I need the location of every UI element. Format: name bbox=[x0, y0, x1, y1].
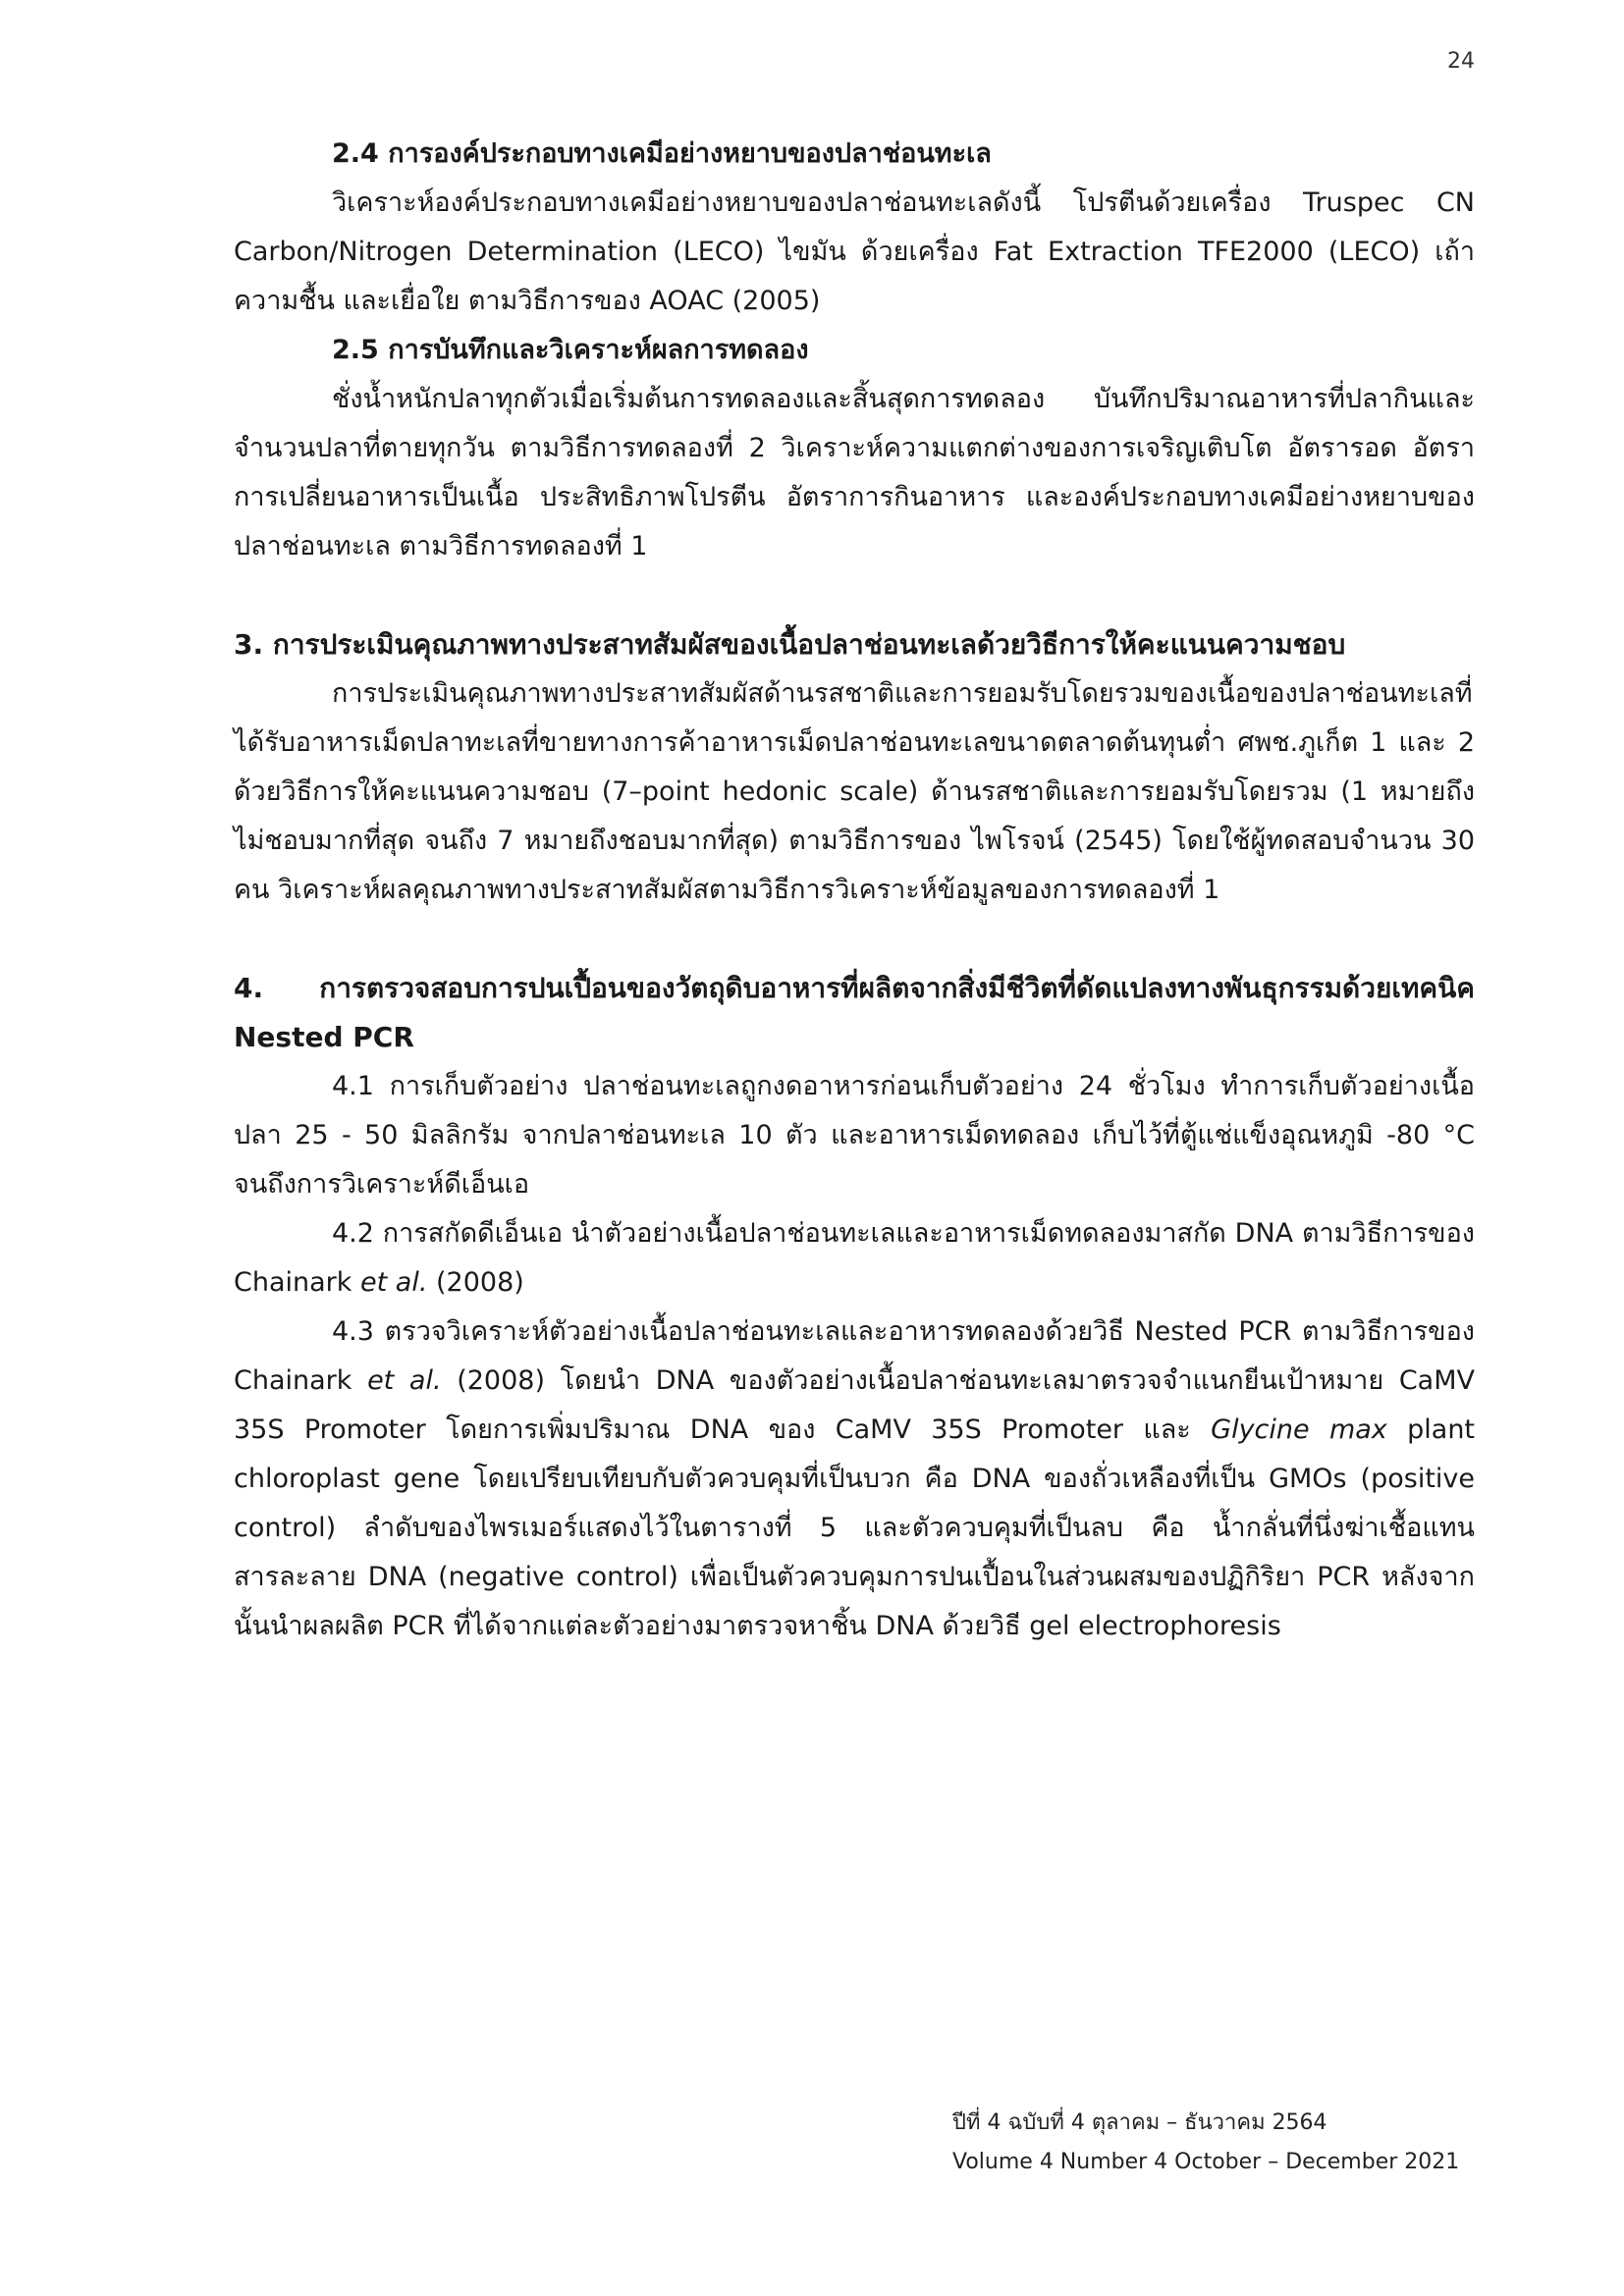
italic-species-name: Glycine max bbox=[1211, 1415, 1387, 1445]
journal-footer bbox=[952, 2104, 1459, 2182]
section-3-paragraph: การประเมินคุณภาพทางประสาทสัมผัสด้านรสชาติและการยอมรับโดยรวมของเนื้อของปลาช่อนทะเลที่ได้รับอาหารเม็ดปลาทะเลที่ขายทางการค้าอาหารเม็ดปลาช่อนทะเลขนาดตลาดต้นทุนต่ำ ศพช.ภูเก็ต 1 และ 2 ด้วยวิธีการให้คะแนนความชอบ (7–point hedonic scale) ด้านรสชาติและการยอมรับโดยรวม (1 หมายถึง ไม่ชอบมากที่สุด จนถึง 7 หมายถึงชอบมากที่สุด) ตามวิธีการของ ไพโรจน์ (2545) โดยใช้ผู้ทดสอบจำนวน 30 คน วิเคราะห์ผลคุณภาพทางประสาทสัมผัสตามวิธีการวิเคราะห์ข้อมูลของการทดลองที่ 1 bbox=[234, 678, 1475, 905]
section-2-4-paragraph: วิเคราะห์องค์ประกอบทางเคมีอย่างหยาบของปลาช่อนทะเลดังนี้ โปรตีนด้วยเครื่อง Truspec CN Carbon/Nitrogen Determination (LECO) ไขมัน ด้วยเครื่อง Fat Extraction TFE2000 (LECO) เถ้าความชื้น และเยื่อใย ตามวิธีการของ AOAC (2005) bbox=[234, 187, 1475, 316]
text-run: 4.2 การสกัดดีเอ็นเอ นำตัวอย่างเนื้อปลาช่อนทะเลและอาหารเม็ดทดลองมาสกัด DNA ตามวิธีการของ Chainark bbox=[234, 1218, 1475, 1298]
italic-et-al: et al. bbox=[367, 1365, 442, 1396]
text-run: (2008) โดยนำ DNA ของตัวอย่างเนื้อปลาช่อนทะเลมาตรวจจำแนกยีนเป้าหมาย CaMV 35S Promoter โดยการเพิ่มปริมาณ DNA ของ CaMV 35S Promoter และ bbox=[234, 1365, 1475, 1445]
section-4-3-paragraph bbox=[234, 1308, 1475, 1651]
text-run: (2008) bbox=[427, 1267, 524, 1298]
section-2-5-paragraph: ชั่งน้ำหนักปลาทุกตัวเมื่อเริ่มต้นการทดลองและสิ้นสุดการทดลอง บันทึกปริมาณอาหารที่ปลากินและจำนวนปลาที่ตายทุกวัน ตามวิธีการทดลองที่ 2 วิเคราะห์ความแตกต่างของการเจริญเติบโต อัตรารอด อัตราการเปลี่ยนอาหารเป็นเนื้อ ประสิทธิภาพโปรตีน อัตราการกินอาหาร และองค์ประกอบทางเคมีอย่างหยาบของปลาช่อนทะเล ตามวิธีการทดลองที่ 1 bbox=[234, 384, 1475, 561]
section-2-4-heading: 2.4 การองค์ประกอบทางเคมีอย่างหยาบของปลาช่อนทะเล bbox=[332, 138, 992, 169]
section-4-heading: 4. การตรวจสอบการปนเปื้อนของวัตถุดิบอาหารที่ผลิตจากสิ่งมีชีวิตที่ดัดแปลงทางพันธุกรรมด้วยเทคนิค Nested PCR bbox=[234, 972, 1475, 1053]
page-number: 24 bbox=[1447, 49, 1475, 74]
italic-et-al: et al. bbox=[360, 1267, 428, 1298]
footer-english: Volume 4 Number 4 October – December 2021 bbox=[952, 2150, 1460, 2174]
document-body bbox=[234, 130, 1475, 1651]
footer-thai: ปีที่ 4 ฉบับที่ 4 ตุลาคม – ธันวาคม 2564 bbox=[952, 2110, 1327, 2135]
section-4-1-paragraph: 4.1 การเก็บตัวอย่าง ปลาช่อนทะเลถูกงดอาหารก่อนเก็บตัวอย่าง 24 ชั่วโมง ทำการเก็บตัวอย่างเนื้อปลา 25 - 50 มิลลิกรัม จากปลาช่อนทะเล 10 ตัว และอาหารเม็ดทดลอง เก็บไว้ที่ตู้แช่แข็งอุณหภูมิ -80 °C จนถึงการวิเคราะห์ดีเอ็นเอ bbox=[234, 1071, 1475, 1200]
text-run: plant chloroplast gene โดยเปรียบเทียบกับตัวควบคุมที่เป็นบวก คือ DNA ของถั่วเหลืองที่เป็น GMOs (positive control) ลำดับของไพรเมอร์แสดงไว้ในตารางที่ 5 และตัวควบคุมที่เป็นลบ คือ น้ำกลั่นที่นึ่งฆ่าเชื้อแทนสารละลาย DNA (negative control) เพื่อเป็นตัวควบคุมการปนเปื้อนในส่วนผสมของปฏิกิริยา PCR หลังจากนั้นนำผลผลิต PCR ที่ได้จากแต่ละตัวอย่างมาตรวจหาชิ้น DNA ด้วยวิธี gel electrophoresis bbox=[234, 1415, 1476, 1641]
text-run: 4.3 ตรวจวิเคราะห์ตัวอย่างเนื้อปลาช่อนทะเลและอาหารทดลองด้วยวิธี Nested PCR ตามวิธีการของ Chainark bbox=[234, 1316, 1475, 1396]
section-2-5-heading: 2.5 การบันทึกและวิเคราะห์ผลการทดลอง bbox=[332, 335, 809, 365]
section-3-heading: 3. การประเมินคุณภาพทางประสาทสัมผัสของเนื้อปลาช่อนทะเลด้วยวิธีการให้คะแนนความชอบ bbox=[234, 628, 1346, 661]
section-4-2-paragraph bbox=[234, 1209, 1475, 1308]
